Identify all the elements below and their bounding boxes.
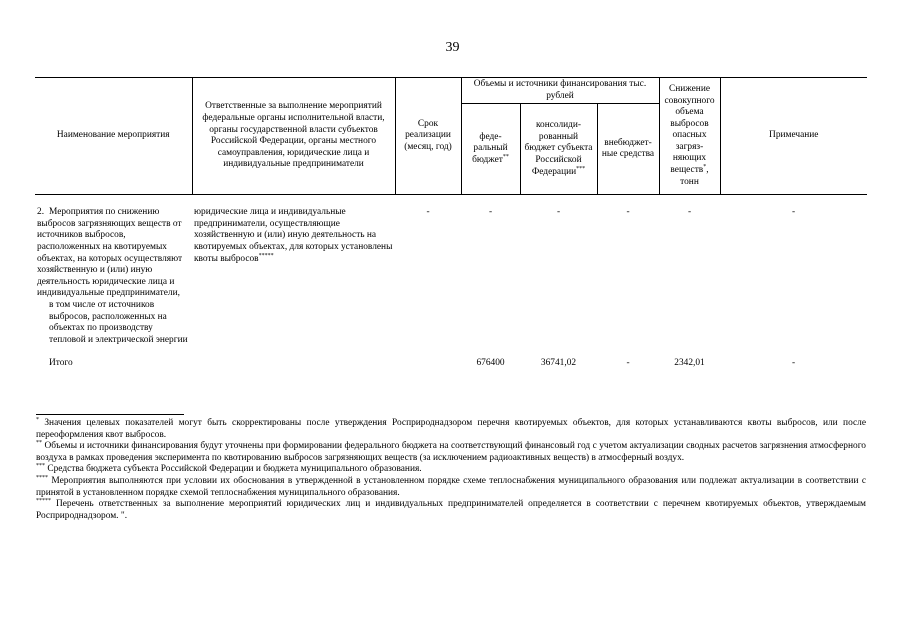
total-offbudget: - (626, 358, 630, 369)
row-reduction: - (687, 207, 692, 218)
footnote-5-mark: ***** (36, 498, 51, 505)
header-reduction-l3: объема (675, 107, 704, 118)
header-federal (461, 104, 520, 195)
header-reduction-l2: совокупного (664, 95, 715, 106)
header-reduction-l10: тонн (680, 176, 699, 187)
total-label-cell (35, 346, 192, 370)
row-number: 2. (37, 207, 45, 218)
footnote-4-mark: **** (36, 474, 48, 481)
footnote-divider (36, 414, 184, 415)
footnote-2-mark: ** (36, 440, 42, 447)
header-reduction-l9: , (706, 165, 709, 176)
row-term: - (426, 207, 430, 218)
header-reduction (659, 78, 720, 195)
header-reduction-l5: опасных (672, 130, 707, 141)
table-row (35, 207, 867, 346)
row-responsible-sup: ***** (258, 252, 274, 259)
header-note: Примечание (720, 78, 867, 195)
table-spacer (35, 195, 867, 208)
total-note: - (791, 358, 796, 369)
measures-table (35, 77, 867, 370)
header-reduction-l1: Снижение (669, 83, 710, 94)
row-offbudget: - (626, 207, 630, 218)
row-consolidated: - (556, 207, 561, 218)
footnote-4 (36, 476, 866, 499)
page-number: 39 (445, 40, 460, 55)
header-consolidated-text: консолиди- рованный бюджет субъекта Российской Федерации (524, 120, 593, 177)
header-federal-sup: ** (502, 153, 509, 160)
header-offbudget: внебюджет- ные средства (597, 104, 659, 195)
header-name: Наименование мероприятия (35, 78, 192, 195)
footnote-5 (36, 499, 866, 522)
footnote-1 (36, 418, 866, 441)
footnote-1-text: Значения целевых показателей могут быть скорректированы после утверждения Росприроднадзором перечня квотируемых объектов, для которых устанавливаются квоты выбросов, или после переоформления квот выбросов. (36, 418, 866, 440)
row-responsible-text: юридические лица и индивидуальные предприниматели, осуществляющие хозяйственную и (или) иную деятельность на квотируемых объектах, для которых установлены квоты выбросов (194, 207, 393, 264)
footnote-3-text: Средства бюджета субъекта Российской Федерации и бюджета муниципального образования. (45, 464, 422, 475)
total-federal: 676400 (476, 358, 505, 369)
header-reduction-l8: веществ (670, 165, 704, 176)
header-responsible: Ответственные за выполнение мероприятий федеральные органы исполнительной власти, органы государственной власти субъектов Российской Федерации, органы местного самоуправления, юридические лица и индивидуальные предприниматели (192, 78, 395, 195)
header-federal-text: феде- ральный бюджет (472, 131, 508, 165)
footnote-5-text: Перечень ответственных за выполнение мероприятий юридических лиц и индивидуальных предпринимателей определяется в соответствии с перечнем квотируемых объектов, утверждаемым Росприроднадзором. (36, 499, 866, 521)
header-reduction-l7: няющих (672, 153, 707, 164)
table-total-row (35, 346, 867, 370)
total-reduction: 2342,01 (674, 358, 705, 369)
total-consolidated: 36741,02 (540, 358, 577, 369)
footnote-3-mark: *** (36, 463, 45, 470)
footnote-5-end: ". (120, 510, 128, 521)
total-label: Итого (49, 358, 73, 369)
header-consolidated-sup: *** (576, 165, 586, 172)
header-reduction-l6: загряз- (675, 141, 704, 152)
footnote-3 (36, 464, 866, 476)
footnote-4-text: Мероприятия выполняются при условии их обоснования в утвержденной в установленном порядке схеме теплоснабжения муниципального образования или подлежат актуализации в соответствии с принятой в установленном порядке схемой теплоснабжения муниципального образования. (36, 475, 866, 498)
header-reduction-sup: * (703, 163, 707, 170)
row-note: - (791, 207, 796, 218)
footnotes (36, 418, 866, 522)
row-federal: - (488, 207, 493, 218)
footnote-1-mark: * (36, 416, 39, 423)
footnote-2-text: Объемы и источники финансирования будут уточнены при формировании федерального бюджета на соответствующий финансовый год с учетом актуализации сводных расчетов загрязнения атмосферного воздуха в рамках проведения эксперимента по квотированию выбросов загрязняющих веществ (за исключением радиоактивных веществ) в атмосферный воздух. (36, 441, 866, 463)
footnote-2 (36, 441, 866, 464)
row-name-part1: Мероприятия по снижению выбросов загрязняющих веществ от источников выбросов, расположенных на квотируемых объектах, на которых осуществляют хозяйственную и (или) иную деятельность юридические лица и индивидуальные предприниматели, (37, 207, 183, 299)
header-reduction-l4: выбросов (670, 118, 709, 129)
row-responsible (192, 207, 395, 346)
header-term: Срок реализации (месяц, год) (395, 78, 461, 195)
row-name-cell (35, 207, 192, 346)
row-name-part2: в том числе от источников выбросов, расположенных на объектах по производству тепловой и электрической энергии (49, 299, 188, 345)
header-financing-group: Объемы и источники финансирования тыс. рублей (461, 78, 659, 104)
header-consolidated (520, 104, 597, 195)
table-header-row (35, 78, 867, 104)
